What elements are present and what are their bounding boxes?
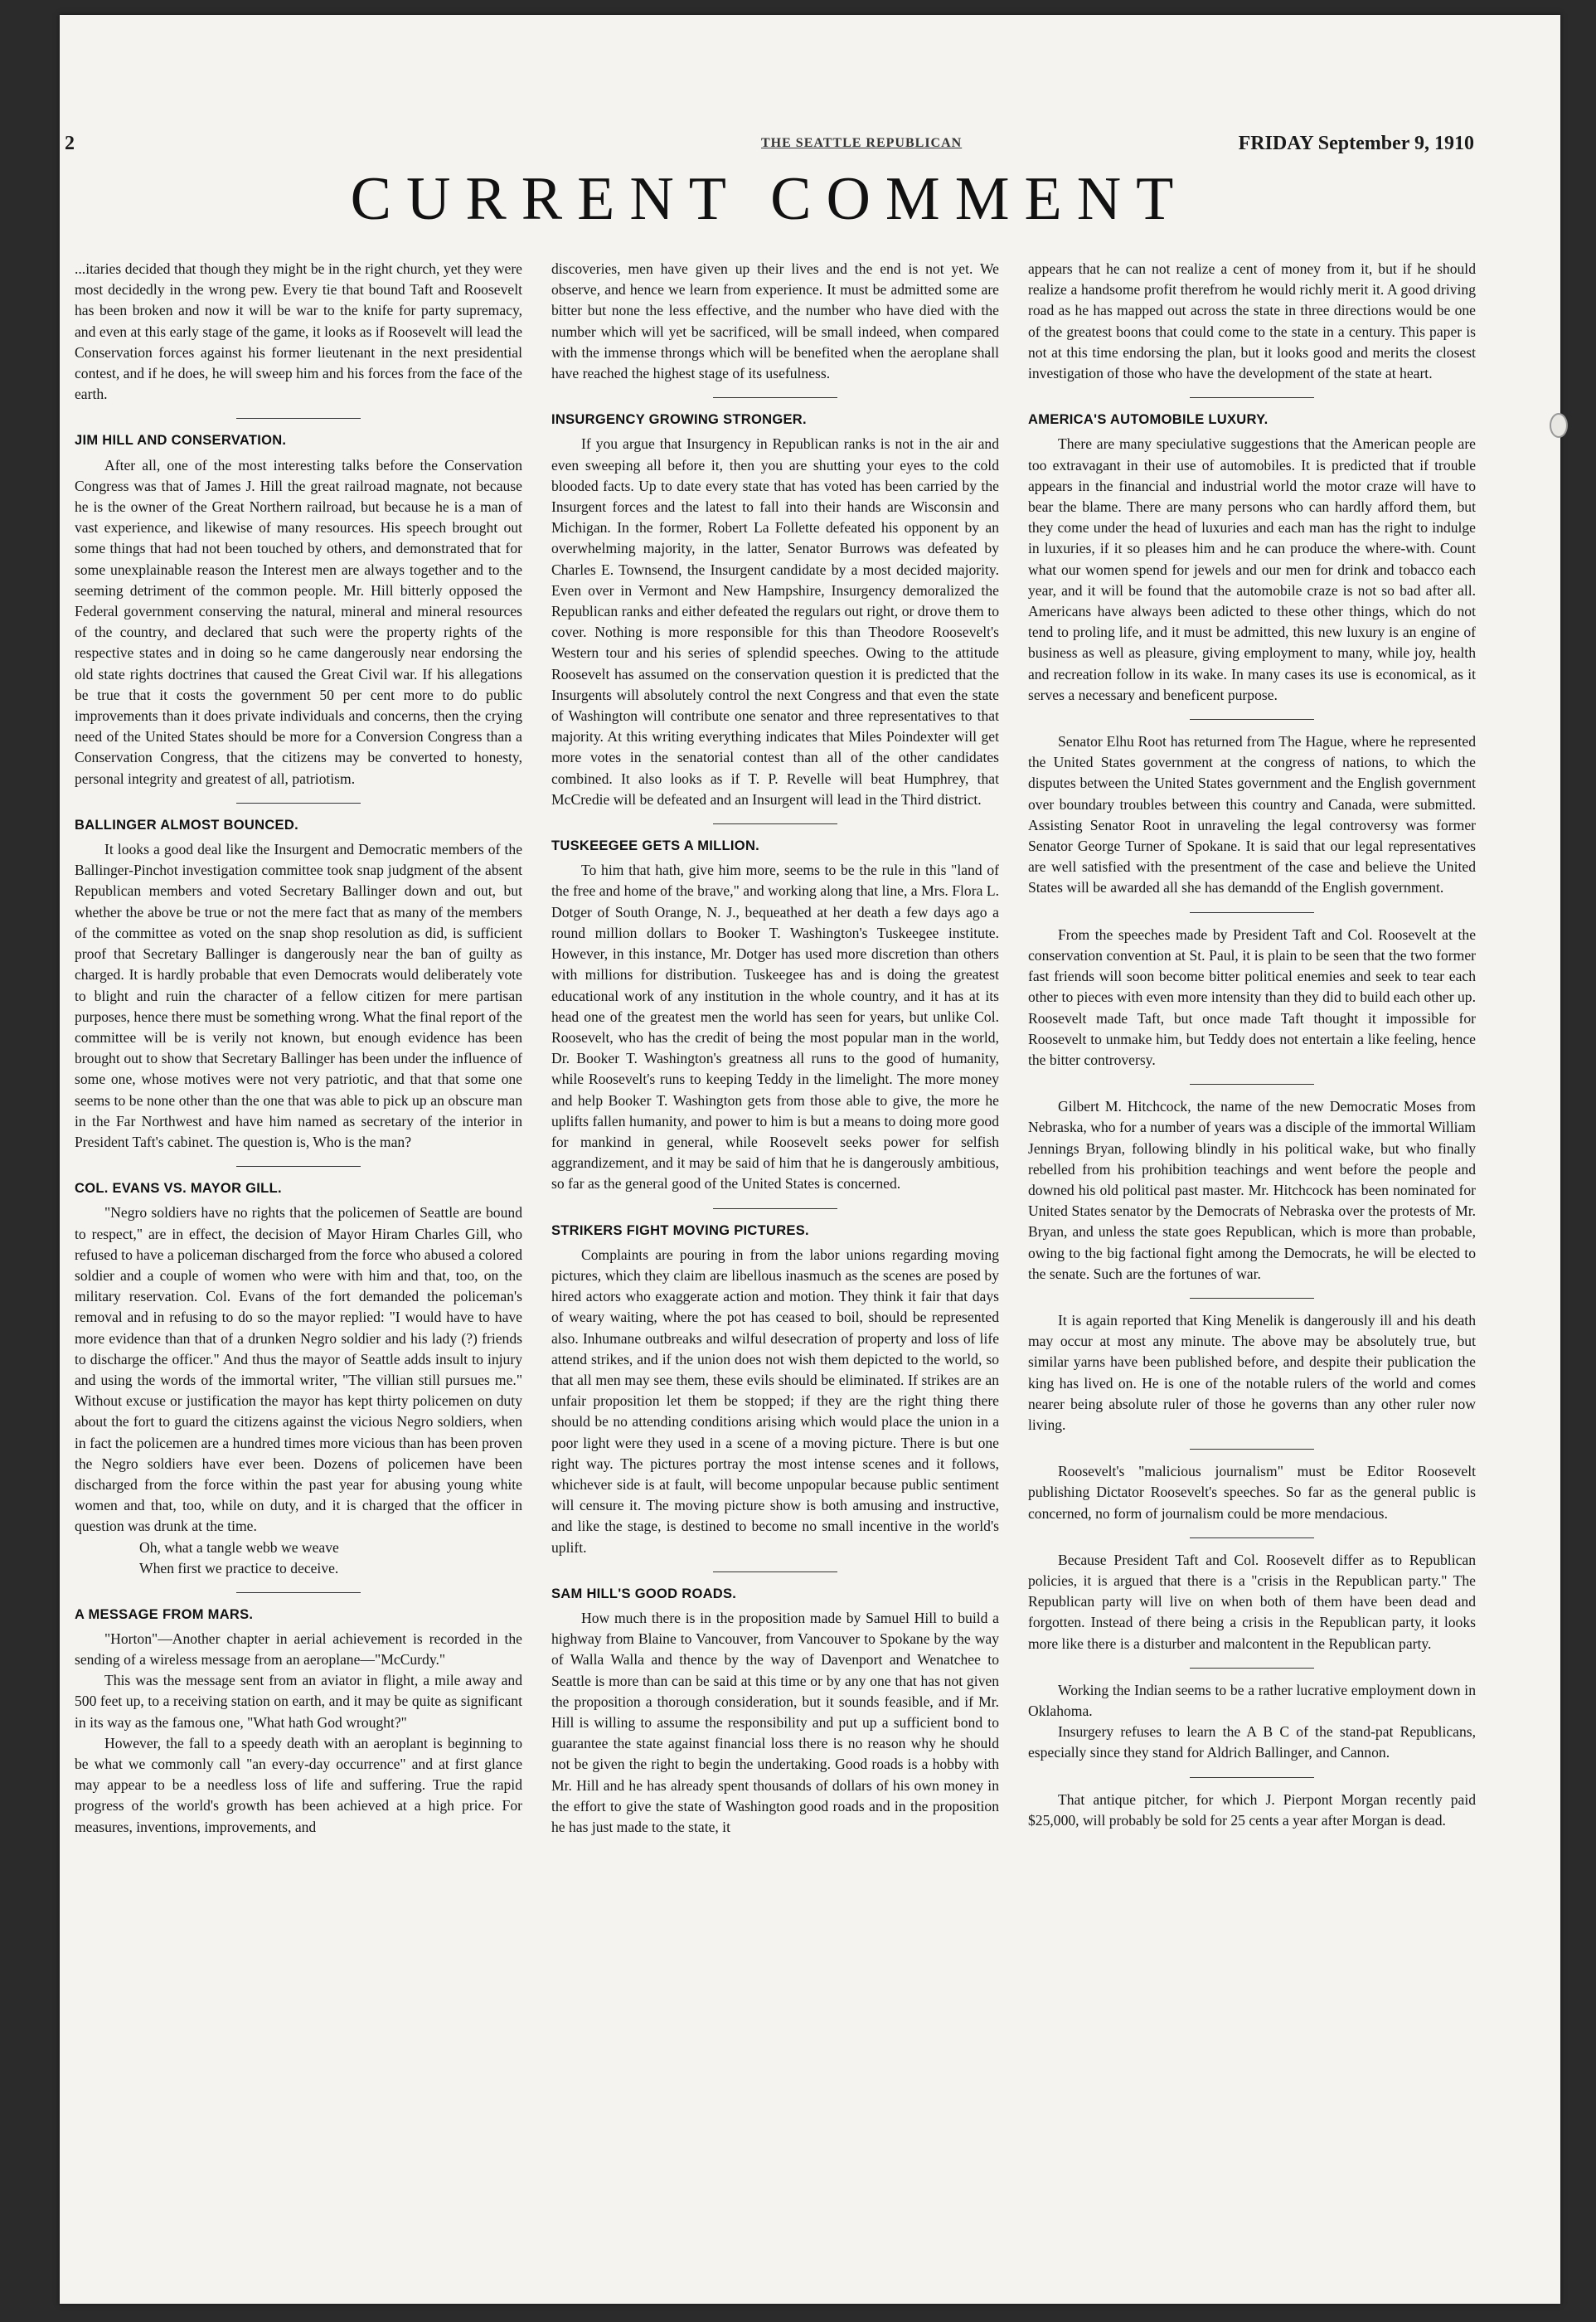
headline: INSURGENCY GROWING STRONGER. (551, 412, 807, 428)
paragraph: From the speeches made by President Taft and Col. Roosevelt at the conservation convention at St. Paul, it is plain to be seen that the two former fast friends will soon become bitter political enemies and seek to tear each other to pieces with even more intensity than they did to build each other up. Roosevelt made Taft, but once made Taft thought it impossible for Roosevelt to unmake him, but Teddy does not entertain a like feeling, hence the bitter controversy. (1028, 925, 1476, 1068)
paragraph: If you argue that Insurgency in Republican ranks is not in the air and even sweeping all before it, then you are shutting your eyes to the cold blooded facts. Up to date every state that has voted has been carried by the Insurgent forces and the latest to fall into their hands are Wisconsin and Michigan. In the former, Robert La Follette defeated his opponent by an overwhelming majority, in the latter, Senator Burrows was defeated by Charles E. Townsend, the Insurgent candidate by a most decided majority. Even over in Vermont and New Hampshire, Insurgency demoralized the Republican ranks and either defeated the regulars out right, or drove them to cover. Nothing is more responsible for this than Theodore Roosevelt's Western tour and his series of splendid speeches. Owing to the attitude Roosevelt has assumed on the conservation question it is predicted that the Insurgents will absolutely control the next Congress and that even the state of Washington will contribute one senator and three representatives to that majority. At this writing everything indicates that Miles Poindexter will get more votes in the senatorial contest than all of the other candidates combined. It also looks as if T. P. Revelle will beat Humphrey, that McCredie will be defeated and an Insurgent will lead in the Third district. (551, 435, 999, 808)
column-2 (551, 259, 999, 2183)
divider (1190, 397, 1314, 398)
paragraph: However, the fall to a speedy death with an aeroplant is beginning to be what we commonly call "an every-day occurrence" and at first glance may appear to be a needless loss of life and suffering. True the rapid progress of the world's growth has been achieved at a high price. For measures, inventions, improvements, and (75, 1734, 522, 1835)
paragraph: To him that hath, give him more, seems to be the rule in this "land of the free and home of the brave," and working along that line, a Mrs. Flora L. Dotger of South Orange, N. J., bequeathed at her death a few days ago a round million dollars to Booker T. Washington's Tuskeegee institute. However, in this instance, Mr. Dotger has used more discretion than others with millions for distribution. Tuskeegee has and is doing the greatest educational work of any institution in the whole country, and it has at its head one of the greatest men the world has seen for years, but unlike Col. Roosevelt, who has the credit of being the most popular man in the world, Dr. Booker T. Washington's greatness all runs to the good of humanity, while Roosevelt's runs to keeping Teddy in the limelight. The more money and help Booker T. Washington gets from those able to give, the more he uplifts fallen humanity, and power to him is but a means to doing more good for mankind in general, while Roosevelt seeks power for selfish aggrandizement, and it may be said of him that he is dangerously ambitious, so far as the general good of the United States is concerned. (551, 862, 999, 1193)
binding-hole-mark (1550, 413, 1568, 438)
verse (139, 1537, 522, 1579)
divider (1190, 1298, 1314, 1299)
page-number: 2 (65, 133, 75, 154)
divider (713, 1571, 837, 1572)
paragraph: After all, one of the most interesting talks before the Conservation Congress was that of James J. Hill the great railroad magnate, not because he is the owner of the Great Northern railroad, but because he is a man of vast experience, and likewise of many resources. His speech brought out some things that had not been touched by others, and demonstrated that for some unexplainable reason the Interest men are always together and to the seeming detriment of the common people. Mr. Hill bitterly opposed the Federal government conserving the natural, mineral and mineral resources of the country, and declared that such were the property rights of the respective states and in doing so he came dangerously near endorsing the old state rights doctrines that caused the Great Civil war. If his allegations be true that it costs the government 50 per cent more to do public improvements than it does private individuals and concerns, then the crying need of the United States should be more for a Conversion Congress than a Conservation Congress, that the citizens may be converted to honesty, personal integrity and greatest of all, patriotism. (75, 456, 522, 787)
divider (713, 397, 837, 398)
headline: COL. EVANS VS. MAYOR GILL. (75, 1181, 282, 1197)
divider (1190, 719, 1314, 720)
divider (1190, 1084, 1314, 1085)
divider (1190, 1449, 1314, 1450)
divider (236, 418, 361, 419)
divider (236, 1166, 361, 1167)
headline: A MESSAGE FROM MARS. (75, 1606, 254, 1622)
running-head (65, 133, 1474, 166)
paragraph: appears that he can not realize a cent of money from it, but if he should realize a handsome profit therefrom he would richly merit it. A good driving road as he has mapped out across the state in three directions would be one of the greatest boons that could come to the state in a century. This paper is not at this time endorsing the plan, but it looks good and merits the closest investigation of those who have the development of the state at heart. (1028, 260, 1476, 382)
paragraph: Insurgery refuses to learn the A B C of the stand-pat Republicans, especially since they stand for Aldrich Ballinger, and Cannon. (1028, 1723, 1476, 1761)
paragraph: "Horton"—Another chapter in aerial achievement is recorded in the sending of a wireless message from an aeroplane—"McCurdy." (75, 1630, 522, 1668)
verse-line: When first we practice to deceive. (139, 1559, 339, 1576)
masthead: THE SEATTLE REPUBLICAN (761, 136, 963, 150)
paragraph: How much there is in the proposition made by Samuel Hill to build a highway from Blaine to Vancouver, from Vancouver to Spokane by the way of Walla Walla and thence by the way of Davenport and Wenatchee to Seattle is more than can be said at this time or by any one that has not given the proposition a thorough consideration, but it sounds feasible, and if Mr. Hill is willing to assume the responsibility and put up a sufficient bond to guarantee the state against financial loss there is no reason why he should not be given the right to begin the undertaking. Good roads is a hobby with Mr. Hill and he has already spent thousands of dollars of his own money in the effort to give the state of Washington good roads and in the proposition he has just made to the state, it (551, 1609, 999, 1836)
paragraph: Gilbert M. Hitchcock, the name of the new Democratic Moses from Nebraska, who for a number of years was a disciple of the immortal William Jennings Bryan, following blindly in his political wake, but who finally rebelled from his prohibition teachings and went before the people and downed his old political past master. Mr. Hitchcock has been nominated for United States senator by the Democrats of Nebraska over the protests of Mr. Bryan, and unless the state goes Republican, which is more than probable, owing to the big factional fight among the Democrats, he will be elected to the senate. Such are the fortunes of war. (1028, 1098, 1476, 1282)
paragraph: It looks a good deal like the Insurgent and Democratic members of the Ballinger-Pinchot investigation committee took snap judgment of the absent Republican members and voted Secretary Ballinger down and out, but whether the above be true or not the mere fact that as many of the members of the committee as voted on the snap shop resolution as did, is sufficient proof that Secretary Ballinger is dangerously near the ban of guilty as charged. It is hardly probable that even Democrats would deliberately vote to blight and ruin the character of a fellow citizen for mere partisan purposes, hence there must be something wrong. What the final report of the committee will be is verily not known, but enough evidence has been brought out to show that Secretary Ballinger has been under the influence of some one, whose motives were not very patriotic, and that that some one seems to be none other than the one that was able to pick up an obscure man in the Far Northwest and have him named as secretary of the interior in President Taft's cabinet. The question is, Who is the man? (75, 841, 522, 1150)
divider (236, 1592, 361, 1593)
paragraph: Roosevelt's "malicious journalism" must be Editor Roosevelt publishing Dictator Roosevelt's speeches. So far as the general public is concerned, no form of journalism could be more mendacious. (1028, 1463, 1476, 1522)
divider (1190, 912, 1314, 913)
paragraph: Because President Taft and Col. Roosevelt differ as to Republican policies, it is argued that there is a "crisis in the Republican party." The Republican party will live on when both of them have been dead and forgotten. Instead of there being a crisis in the Republican party, it looks more like there is a disturber and malcontent in the Republican party. (1028, 1551, 1476, 1652)
paragraph: ...itaries decided that though they might be in the right church, yet they were most decidedly in the wrong pew. Every tie that bound Taft and Roosevelt has been broken and now it will be war to the knife for party supremacy, and even at this early stage of the game, it looks as if Roosevelt will lead the Conservation forces against his former lieutenant in the next presidential contest, and if he does, he will sweep him and his forces from the face of the earth. (75, 260, 522, 403)
divider (1190, 1777, 1314, 1778)
divider (1190, 1537, 1314, 1538)
paragraph: That antique pitcher, for which J. Pierpont Morgan recently paid $25,000, will probably be sold for 25 cents a year after Morgan is dead. (1028, 1790, 1476, 1829)
paragraph: This was the message sent from an aviator in flight, a mile away and 500 feet up, to a receiving station on earth, and it may be quite as significant in its way as the famous one, "What hath God wrought?" (75, 1672, 522, 1731)
headline: TUSKEEGEE GETS A MILLION. (551, 838, 760, 854)
page-title: CURRENT COMMENT (350, 165, 1189, 233)
column-1 (75, 259, 522, 2183)
verse-line: Oh, what a tangle webb we weave (139, 1538, 339, 1556)
paragraph: "Negro soldiers have no rights that the policemen of Seattle are bound to respect," are in effect, the decision of Mayor Hiram Charles Gill, who refused to have a policeman discharged from the force who abused a colored soldier and a couple of women who were with him and that, too, on the military reservation. Col. Evans of the fort demanded the policeman's removal and in refusing to do so the mayor replied: "I would have to have more evidence than that of a drunken Negro soldier and his lady (?) friends to discharge the officer." And thus the mayor of Seattle adds insult to injury and using the words of the immortal writer, "The villian still pursues me." Without excuse or justification the mayor has kept thirty policemen on duty about the fort to guard the citizens against the vicious Negro soldiers, when in fact the policemen are a hundred times more vicious than has been proven the Negro soldiers have ever been. Dozens of policemen have been discharged from the force within the past year for abusing young white women and that, too, while on duty, and it is charged that the officer in question was drunk at the time. (75, 1204, 522, 1535)
paragraph: Working the Indian seems to be a rather lucrative employment down in Oklahoma. (1028, 1681, 1476, 1719)
column-3 (1028, 259, 1476, 2183)
divider (713, 1208, 837, 1209)
paragraph: Complaints are pouring in from the labor unions regarding moving pictures, which they claim are libellous inasmuch as the scenes are posed by hired actors who exaggerate action and motion. They think it fair that days of weary waiting, where the pot has ceased to boil, should be represented also. Inhumane outbreaks and wilful desecration of property and loss of life attend strikes, and if the union does not wish them depicted to the world, so that all men may see them, these evils should be eliminated. If strikes are an unfair proposition let them be stopped; if they are the right thing there should be no attending conditions arising which would place the union in a poor light were they used in a scene of a moving picture. There is but one right way. The pictures portray the most intense scenes and it follows, whichever side is at fault, will become unpopular because public sentiment will censure it. The moving picture show is both amusing and instructive, and like the stage, is destined to become no small incentive in the world's uplift. (551, 1246, 999, 1556)
divider (1190, 1668, 1314, 1669)
headline: BALLINGER ALMOST BOUNCED. (75, 817, 298, 833)
headline: JIM HILL AND CONSERVATION. (75, 433, 287, 449)
headline: AMERICA'S AUTOMOBILE LUXURY. (1028, 412, 1269, 428)
divider (236, 803, 361, 804)
paragraph: There are many speciulative suggestions that the American people are too extravagant in their use of automobiles. It is predicted that if trouble appears in the financial and industrial world the motor craze will have to bear the blame. There are many persons who can hardly afford them, but they come under the head of luxuries and each man has the right to indulge in luxuries, if it so pleases him and he can produce the where-with. Count what our women spend for jewels and our men for drink and tobacco each year, and it will be found that the automobile craze is not so bad after all. Americans have always been adicted to these other things, which do not tend to proling life, and it must be admitted, this new luxury is an engine of business as well as pleasure, giving employment to many, while joy, health and recreation follow in its wake. In many cases its use is economical, as it serves a necessary and beneficent purpose. (1028, 435, 1476, 703)
issue-date: FRIDAY September 9, 1910 (1238, 133, 1474, 154)
paragraph: It is again reported that King Menelik is dangerously ill and his death may occur at most any minute. The above may be absolutely true, but similar yarns have been published before, and despite their publication the king has lived on. He is one of the notable rulers of the world and comes nearer being absolute ruler of those he governs than any other ruler now living. (1028, 1311, 1476, 1433)
paragraph: discoveries, men have given up their lives and the end is not yet. We observe, and hence we learn from experience. It must be admitted some are bitter but none the less effective, and the number who have died with the number which will yet be sacrificed, will be small indeed, when compared with the immense throngs which will be benefited when the aeroplane shall have reached the highest stage of its usefulness. (551, 260, 999, 382)
divider (713, 823, 837, 824)
headline: SAM HILL'S GOOD ROADS. (551, 1586, 737, 1601)
paragraph: Senator Elhu Root has returned from The Hague, where he represented the United States government at the congress of nations, to which the disputes between the United States government and the English government over boundary troubles between this country and Canada, were submitted. Assisting Senator Root in unraveling the legal controversy was former Senator George Turner of Spokane. It is said that our legal representatives are well satisfied with the presentment of the case and believe the United States will be awarded all she has demandd of the English government. (1028, 733, 1476, 896)
article-columns (75, 259, 1476, 2183)
headline: STRIKERS FIGHT MOVING PICTURES. (551, 1222, 809, 1238)
